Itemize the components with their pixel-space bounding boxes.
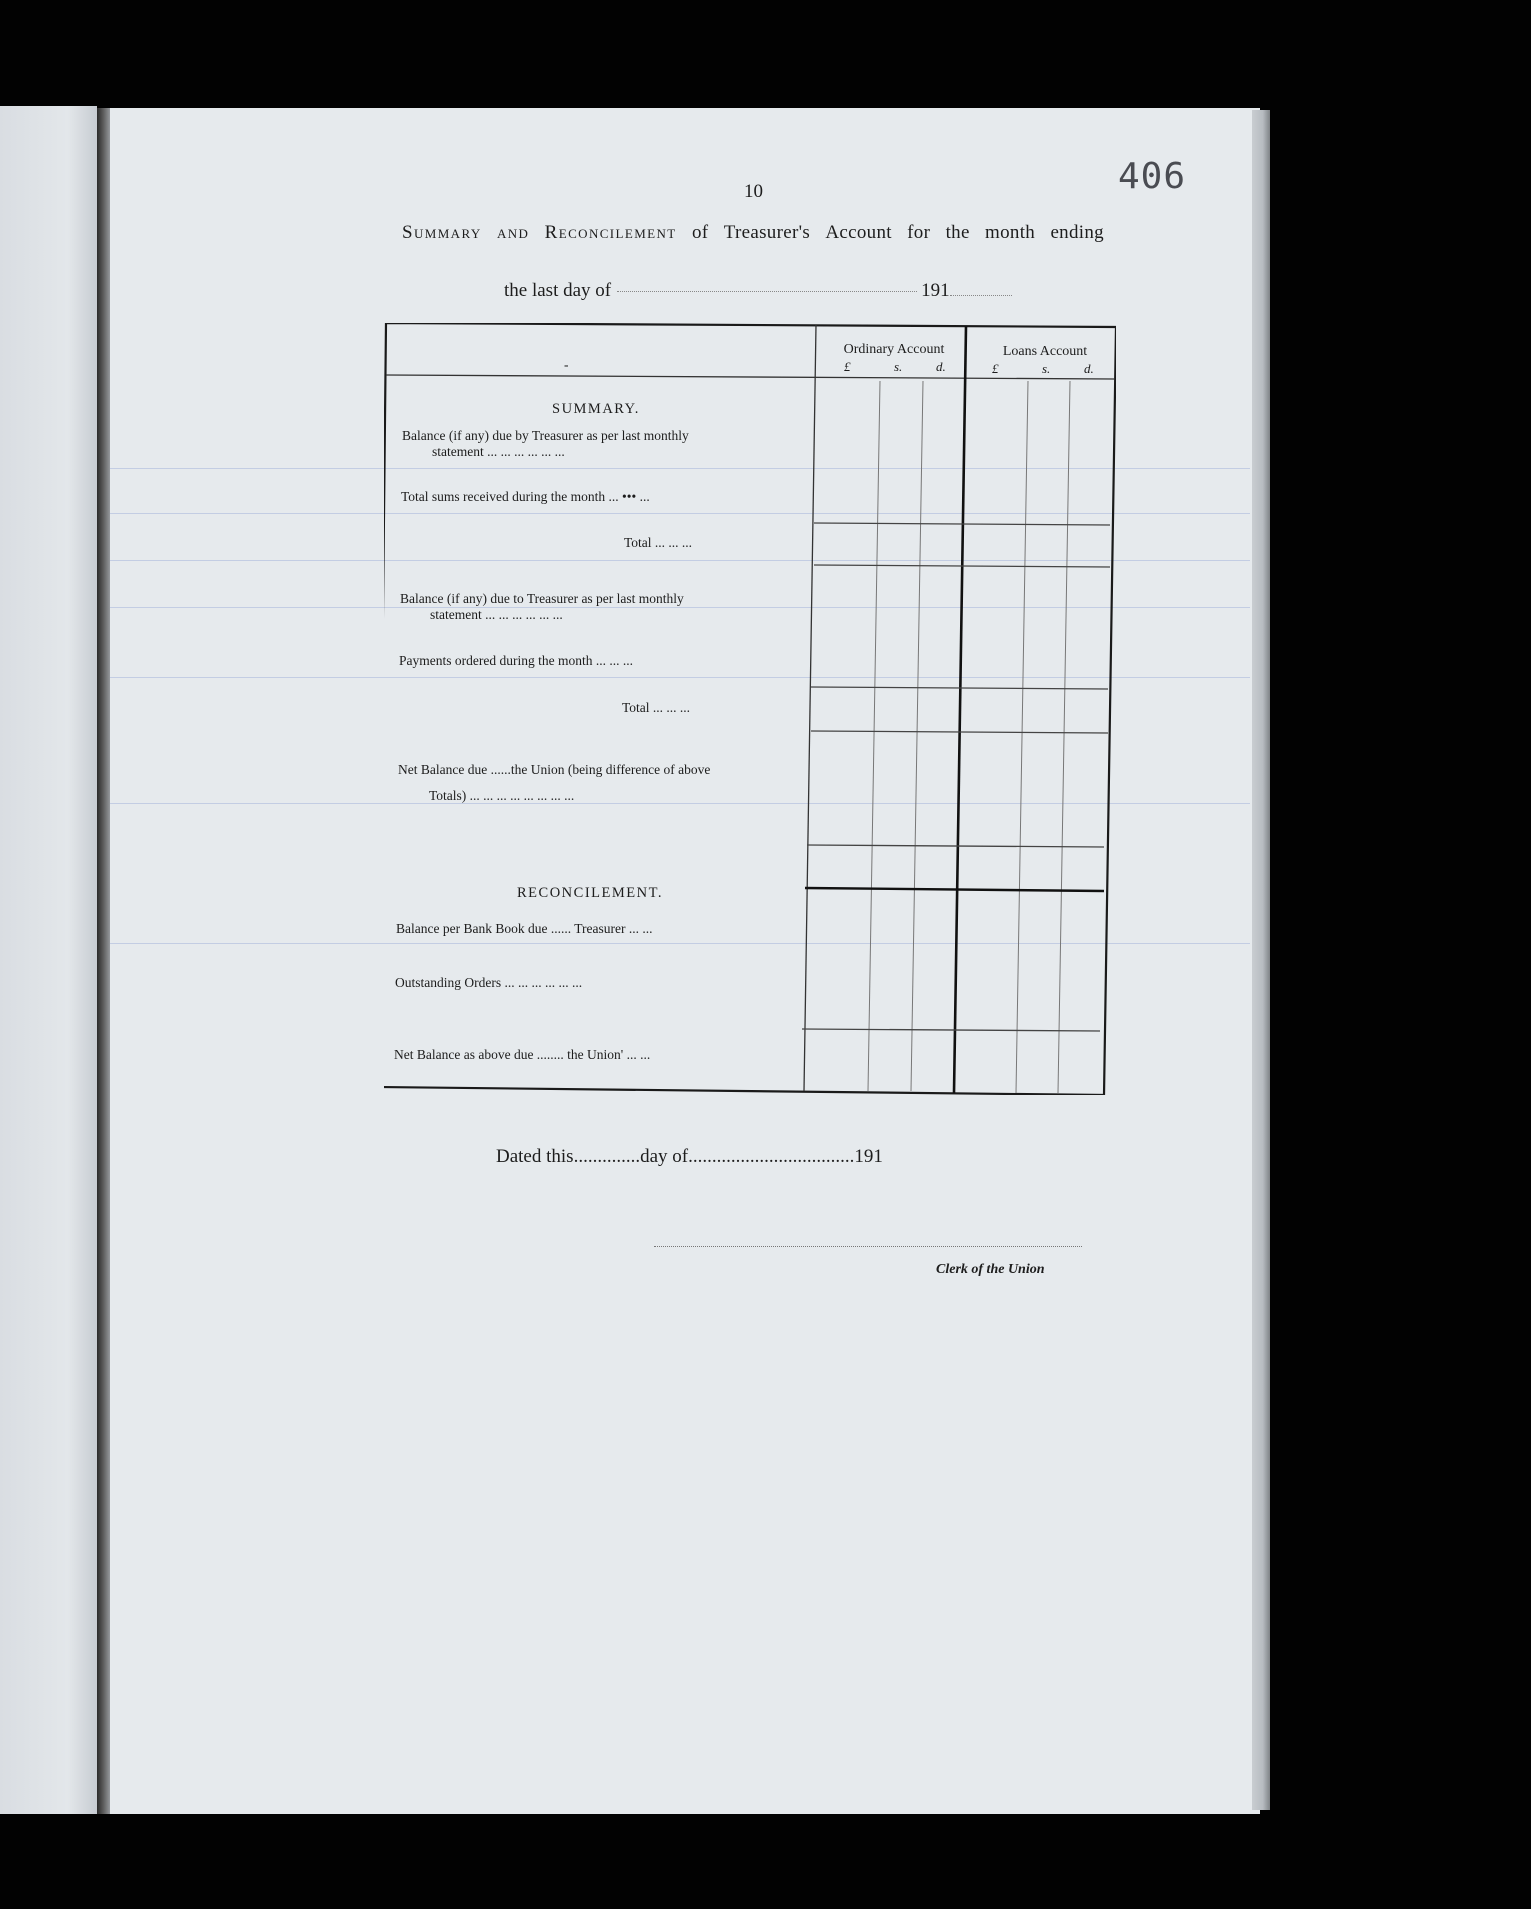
total-row: Total ... ... ... bbox=[624, 535, 693, 550]
balance-per-bank-book: Balance per Bank Book due ...... Treasurer ... ... bbox=[396, 921, 653, 936]
row-text: Totals) ... ... ... ... ... ... ... ... bbox=[429, 788, 575, 803]
heading-word: month bbox=[985, 222, 1036, 243]
month-fill-in-line bbox=[617, 291, 917, 292]
heading-word: Treasurer's bbox=[723, 222, 811, 243]
folio-stamp-number: 406 bbox=[1118, 156, 1187, 197]
label-column-header: - bbox=[564, 357, 569, 372]
year-fill-in-line bbox=[950, 295, 1012, 296]
net-balance-as-above: Net Balance as above due ........ the Union' ... ... bbox=[394, 1047, 651, 1062]
clerk-signature-label: Clerk of the Union bbox=[936, 1262, 1045, 1277]
total-row: Total ... ... ... bbox=[622, 700, 691, 715]
summary-heading: SUMMARY. bbox=[552, 401, 640, 417]
net-balance-due bbox=[398, 762, 710, 804]
page-edge bbox=[1252, 110, 1270, 1810]
heading-summary: Summary bbox=[402, 222, 482, 243]
heading-word: Account bbox=[825, 222, 892, 243]
loans-pounds-header: £ bbox=[992, 361, 999, 376]
loans-pence-header: d. bbox=[1084, 361, 1094, 376]
left-page bbox=[0, 106, 97, 1814]
form-subheading bbox=[504, 280, 1012, 302]
form-heading-line bbox=[402, 222, 1104, 244]
shillings-pence-rule bbox=[911, 381, 923, 1091]
pounds-shillings-rule-loans bbox=[1016, 381, 1028, 1093]
outstanding-orders: Outstanding Orders ... ... ... ... ... ... bbox=[395, 975, 583, 990]
loans-account-header: Loans Account bbox=[1002, 344, 1088, 359]
row-text: statement ... ... ... ... ... ... bbox=[430, 607, 563, 622]
balance-due-by-treasurer bbox=[402, 428, 808, 460]
reconcilement-heading: RECONCILEMENT. bbox=[517, 885, 663, 901]
total-rule bbox=[802, 1029, 1100, 1031]
shillings-pence-rule-loans bbox=[1058, 381, 1070, 1093]
heading-word: the bbox=[945, 222, 970, 243]
total-sums-received: Total sums received during the month ... ••• ... bbox=[401, 489, 650, 504]
ordinary-pence-header: d. bbox=[936, 359, 946, 374]
heading-word: ending bbox=[1050, 222, 1104, 243]
book-spine bbox=[97, 108, 111, 1814]
row-text: Net Balance due ......the Union (being difference of above bbox=[398, 762, 711, 777]
summary-table bbox=[384, 323, 1116, 1095]
heading-word: for bbox=[907, 222, 931, 243]
row-text: statement ... ... ... ... ... ... bbox=[432, 444, 565, 459]
last-day-of-label: the last day of bbox=[504, 280, 612, 301]
header-rule bbox=[386, 375, 1114, 379]
form-heading bbox=[402, 222, 1104, 244]
row-text: Balance (if any) due by Treasurer as per last monthly bbox=[402, 428, 689, 443]
dated-line: Dated this..............day of...................................191 bbox=[496, 1146, 883, 1167]
page-number: 10 bbox=[744, 181, 763, 202]
loans-shillings-header: s. bbox=[1042, 361, 1051, 376]
heading-and: and bbox=[496, 222, 530, 243]
ordinary-shillings-header: s. bbox=[894, 359, 903, 374]
signature-line bbox=[654, 1246, 1082, 1247]
row-text: Balance (if any) due to Treasurer as per last monthly bbox=[400, 591, 684, 606]
ordinary-pounds-header: £ bbox=[844, 359, 851, 374]
summary-end-rule bbox=[805, 888, 1104, 891]
balance-due-to-treasurer bbox=[400, 591, 806, 623]
account-divider-rule bbox=[954, 326, 966, 1093]
total-rule bbox=[807, 845, 1104, 847]
payments-ordered: Payments ordered during the month ... ... ... bbox=[399, 653, 633, 668]
pounds-shillings-rule bbox=[868, 381, 880, 1091]
heading-word: of bbox=[692, 222, 709, 243]
year-prefix: 191 bbox=[921, 280, 950, 301]
ordinary-account-header: Ordinary Account bbox=[843, 342, 945, 357]
heading-reconcilement: Reconcilement bbox=[544, 222, 677, 243]
